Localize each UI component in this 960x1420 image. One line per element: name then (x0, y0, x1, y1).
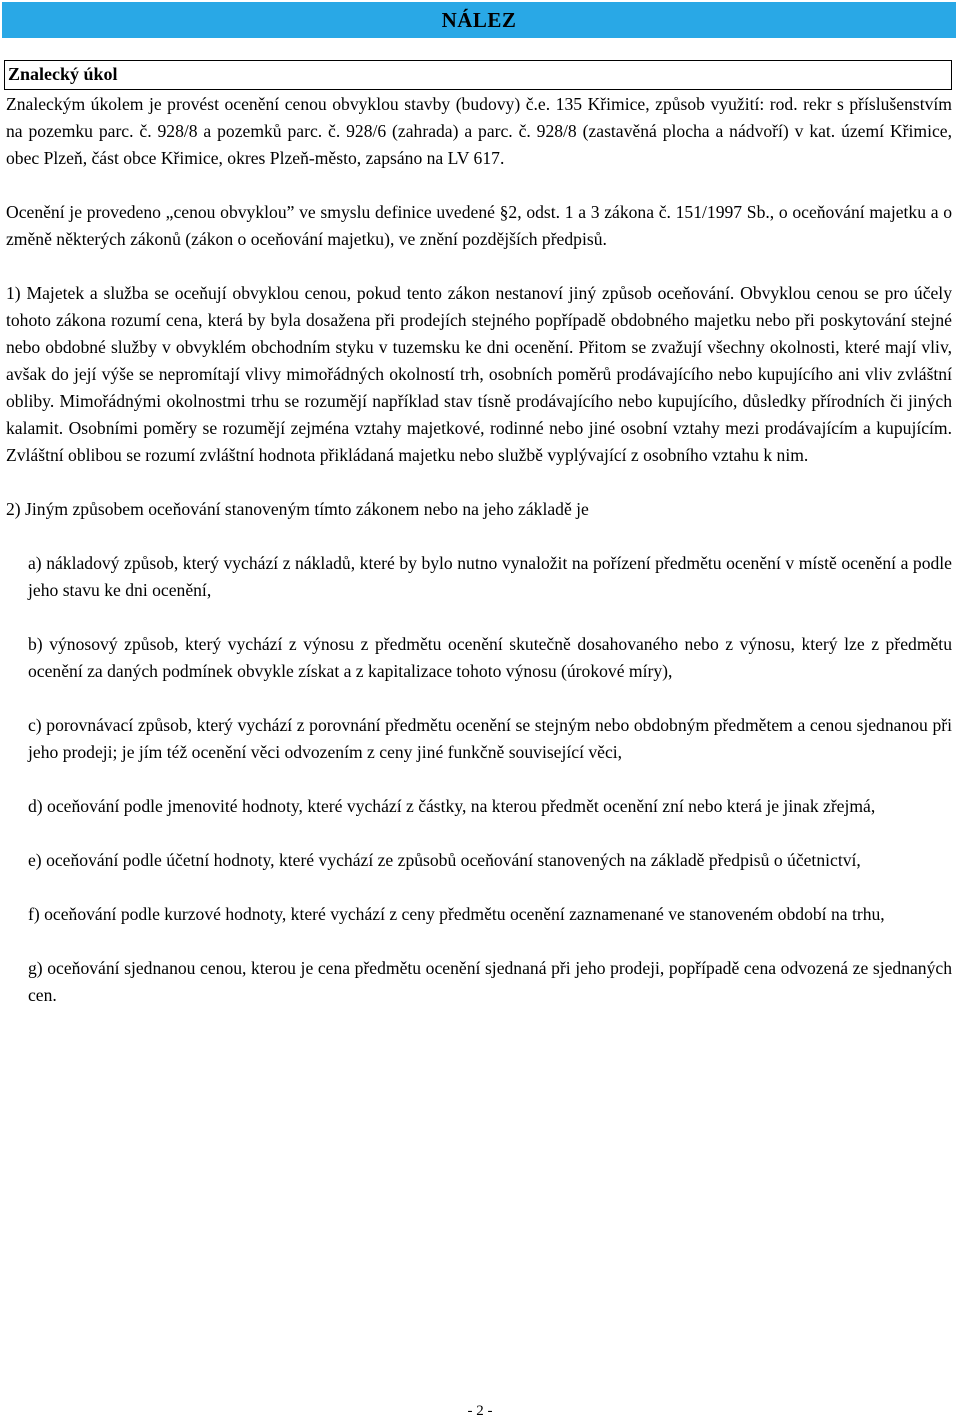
definition-paragraph: Ocenění je provedeno „cenou obvyklou” ve smyslu definice uvedené §2, odst. 1 a 3 zákona č. 151/1997 Sb., o oceňování majetku a o změně některých zákonů (zákon o oceňování majetku), ve znění pozdějších předpisů. (6, 202, 952, 249)
list-item: f) oceňování podle kurzové hodnoty, které vychází z ceny předmětu ocenění zaznamenané ve stanoveném období na trhu, (28, 904, 885, 924)
section-title: Znalecký úkol (8, 64, 118, 84)
document-title: NÁLEZ (441, 7, 517, 32)
list-item: c) porovnávací způsob, který vychází z porovnání předmětu ocenění se stejným nebo obdobným předmětem a cenou sjednanou při jeho prodeji; je jím též ocenění věci odvozením z ceny jiné funkčně související věci, (28, 715, 952, 762)
list-item: a) nákladový způsob, který vychází z nákladů, které by bylo nutno vynaložit na pořízení předmětu ocenění v místě ocenění a podle jeho stavu ke dni ocenění, (28, 553, 952, 600)
section-heading-box (4, 60, 952, 90)
page-number: - 2 - (467, 1403, 493, 1419)
point-2-paragraph: 2) Jiným způsobem oceňování stanoveným tímto zákonem nebo na jeho základě je (6, 499, 589, 519)
intro-paragraph: Znaleckým úkolem je provést ocenění cenou obvyklou stavby (budovy) č.e. 135 Křimice, způsob využití: rod. rekr s příslušenstvím na pozemku parc. č. 928/8 a pozemků parc. č. 928/6 (zahrada) a parc. č. 928/8 (zastavěná plocha a nádvoří) v kat. území Křimice, obec Plzeň, část obce Křimice, okres Plzeň-město, zapsáno na LV 617. (6, 94, 952, 168)
point-1-paragraph: 1) Majetek a služba se oceňují obvyklou cenou, pokud tento zákon nestanoví jiný způsob oceňování. Obvyklou cenou se pro účely tohoto zákona rozumí cena, která by byla dosažena při prodejích stejného popřípadě obdobného majetku nebo při poskytování stejné nebo obdobné služby v obvyklém obchodním styku v tuzemsku ke dni ocenění. Přitom se zvažují všechny okolnosti, které mají vliv, avšak do její výše se nepromítají vlivy mimořádných okolností trh, osobních poměrů prodávajícího nebo kupujícího ani vliv zvláštní obliby. Mimořádnými okolnostmi trhu se rozumějí například stav tísně prodávajícího nebo kupujícího, důsledky přírodních či jiných kalamit. Osobními poměry se rozumějí zejména vztahy majetkové, rodinné nebo jiné osobní vztahy mezi prodávajícím a kupujícím. Zvláštní oblibou se rozumí zvláštní hodnota přikládaná majetku nebo službě vyplývající z osobního vztahu k nim. (6, 283, 952, 465)
list-item: g) oceňování sjednanou cenou, kterou je cena předmětu ocenění sjednaná při jeho prodeji, popřípadě cena odvozená ze sjednaných cen. (28, 958, 952, 1005)
document-title-bar (2, 2, 956, 38)
list-item: b) výnosový způsob, který vychází z výnosu z předmětu ocenění skutečně dosahovaného nebo z výnosu, který lze z předmětu ocenění za daných podmínek obvykle získat a z kapitalizace tohoto výnosu (úrokové míry), (28, 634, 952, 681)
list-item: d) oceňování podle jmenovité hodnoty, které vychází z částky, na kterou předmět ocenění zní nebo která je jinak zřejmá, (28, 796, 876, 816)
list-item: e) oceňování podle účetní hodnoty, které vychází ze způsobů oceňování stanovených na základě předpisů o účetnictví, (28, 850, 861, 870)
document-body (6, 91, 952, 1036)
